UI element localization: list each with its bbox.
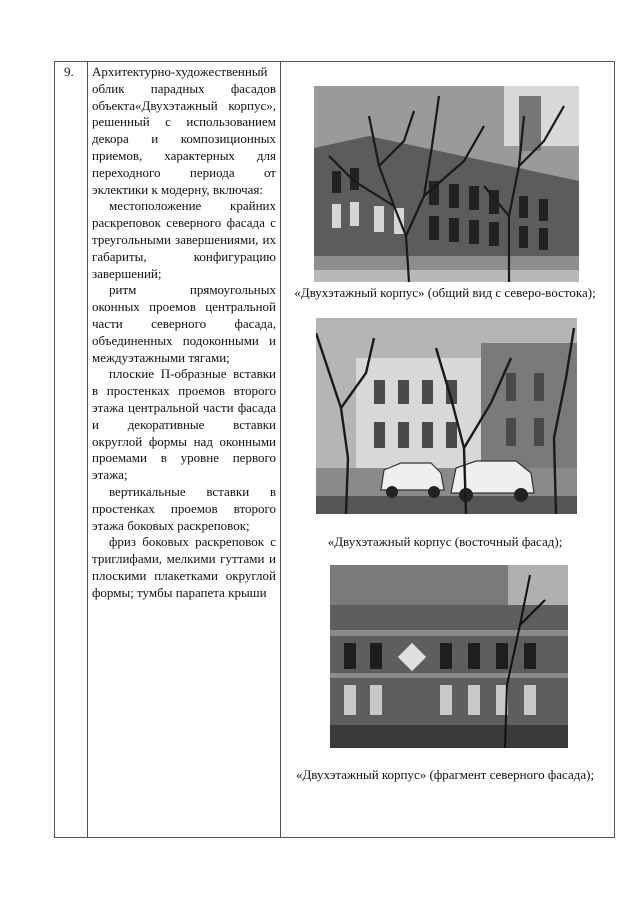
row-number: 9.: [64, 64, 74, 79]
description-item: плоские П-образные вставки в простенках проемов второго этажа центральной части фасада и декоративные вставки округлой формы над оконными проемами в уровне первого этажа;: [92, 366, 276, 483]
photo-caption: «Двухэтажный корпус» (фрагмент северного фасада);: [295, 767, 595, 782]
photo-caption: «Двухэтажный корпус» (общий вид с северо-востока);: [294, 285, 596, 300]
column-divider: [87, 62, 88, 837]
description-item: ритм прямоугольных оконных проемов центральной части северного фасада, объединенных подоконными и междуэтажными тягами;: [92, 282, 276, 365]
photo-north-facade-fragment: [330, 565, 568, 748]
photo-caption: «Двухэтажный корпус (восточный фасад);: [327, 534, 563, 549]
description-intro: Архитектурно-художественный облик парадных фасадов объекта«Двухэтажный корпус», решенный с использованием декора и композиционных приемов, характерных для переходного периода от эклектики к модерну, включая:: [92, 64, 276, 197]
column-divider: [280, 62, 281, 837]
photo-general-view: [314, 86, 579, 282]
description-item: местоположение крайних раскреповок северного фасада с треугольными завершениями, их габариты, конфигурацию завершений;: [92, 198, 276, 281]
description-item: фриз боковых раскреповок с триглифами, мелкими гуттами и плоскими плакетками округлой формы; тумбы парапета крыши: [92, 534, 276, 600]
photo-east-facade: [316, 318, 577, 514]
row-description: [92, 64, 276, 602]
description-item: вертикальные вставки в простенках проемов второго этажа боковых раскреповок;: [92, 483, 276, 533]
